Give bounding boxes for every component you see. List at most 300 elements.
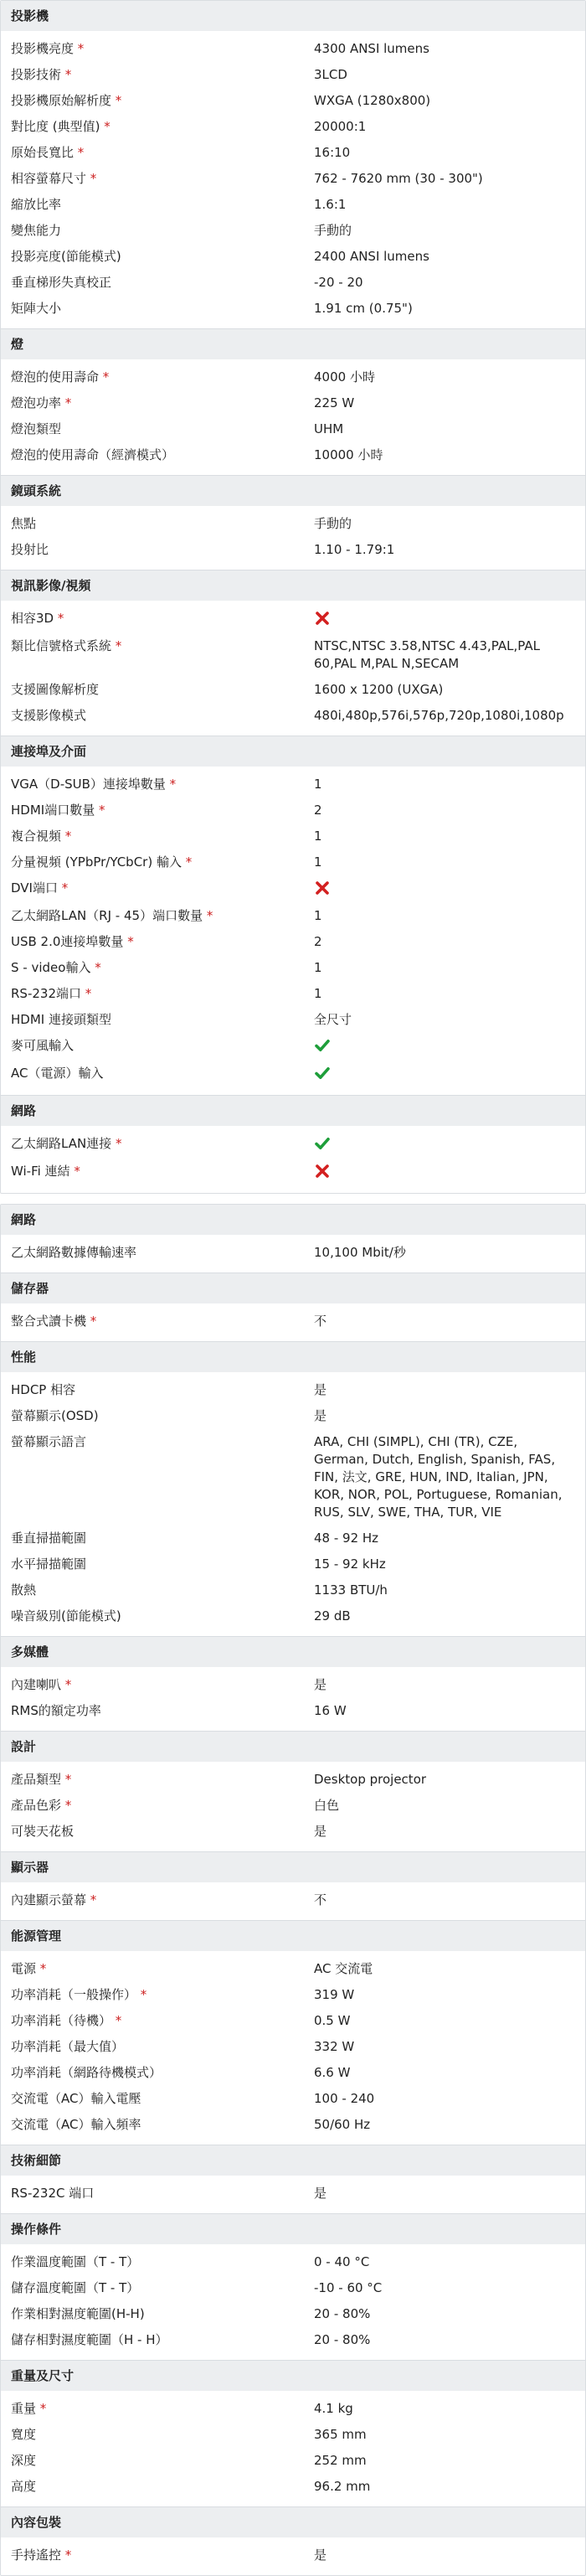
spec-label-text: 產品色彩 [11,1798,62,1813]
spec-section [1,1851,585,1920]
spec-label [11,1608,314,1625]
spec-row [1,1672,585,1698]
spec-label [11,2012,314,2030]
spec-row [1,2034,585,2060]
spec-row [1,1429,585,1525]
spec-value: 20 - 80% [314,2306,371,2321]
spec-value: 20000:1 [314,119,367,134]
spec-value: 不 [314,1314,327,1329]
spec-label-text: 深度 [11,2453,37,2468]
spec-label-text: 高度 [11,2479,37,2494]
spec-value: 762 - 7620 mm (30 - 300") [314,171,483,186]
spec-row [1,296,585,322]
spec-row [1,633,585,677]
spec-label-text: Wi-Fi 連結 [11,1164,70,1179]
spec-value: 0 - 40 °C [314,2254,370,2269]
required-asterisk: * [99,369,110,385]
spec-label [11,1037,314,1055]
spec-label [11,118,314,136]
spec-label-text: 縮放比率 [11,197,62,212]
spec-panel [0,0,586,1194]
spec-row [1,2474,585,2500]
spec-label-text: 內建喇叭 [11,1677,62,1692]
spec-value: 319 W [314,1987,355,2002]
spec-label-text: AC（電源）輸入 [11,1066,104,1081]
check-icon [314,1135,331,1152]
spec-label [11,2090,314,2108]
spec-label [11,1313,314,1330]
spec-label-text: 儲存溫度範圍（T - T） [11,2280,140,2295]
required-asterisk: * [69,1164,80,1179]
spec-label-text: 重量 [11,2401,37,2416]
spec-label [11,2331,314,2349]
spec-value: 是 [314,2186,327,2201]
spec-value: 1133 BTU/h [314,1582,388,1598]
spec-label [11,395,314,412]
required-asterisk: * [36,2401,47,2416]
spec-value: 1 [314,908,322,923]
spec-label [11,92,314,110]
section-title: 儲存器 [1,1273,585,1303]
spec-label-text: RS-232C 端口 [11,2186,95,2201]
spec-row [1,606,585,633]
spec-label [11,40,314,58]
required-asterisk: * [136,1987,147,2002]
spec-row [1,1887,585,1913]
spec-panel [0,1204,586,2576]
spec-label-text: 功率消耗（待機） [11,2013,112,2028]
spec-row [1,1956,585,1982]
section-title: 網路 [1,1205,585,1235]
spec-section [1,1341,585,1636]
spec-value [314,1037,575,1056]
spec-section [1,570,585,736]
spec-value: UHM [314,421,344,436]
spec-label-text: 投影機原始解析度 [11,93,112,108]
spec-row [1,166,585,192]
required-asterisk: * [74,145,85,160]
section-title: 內容包裝 [1,2506,585,2537]
spec-label [11,1797,314,1815]
spec-row [1,114,585,140]
spec-label [11,541,314,559]
spec-value [314,1065,575,1084]
spec-label-text: 散熱 [11,1582,37,1598]
cross-icon [314,610,331,627]
section-title: 多媒體 [1,1636,585,1667]
spec-value [314,1163,575,1182]
spec-row [1,2275,585,2301]
spec-row [1,218,585,244]
spec-rows [1,1882,585,1920]
spec-row [1,2249,585,2275]
spec-label-text: 作業溫度範圍（T - T） [11,2254,140,2269]
spec-value: ARA, CHI (SIMPL), CHI (TR), CZE, German, Dutch, English, Spanish, FAS, FIN, 法文, GRE, HUN, IND, Italian, JPN, KOR, NOR, POL, Portuguese, Romanian, RUS, SLV, SWE, THA, TUR, VIE [314,1434,563,1520]
section-title: 操作條件 [1,2213,585,2244]
spec-label-text: 寬度 [11,2427,37,2442]
spec-value: 100 - 240 [314,2091,375,2106]
spec-label-text: 支援影像模式 [11,708,87,723]
spec-value: 16 W [314,1703,347,1718]
section-title: 性能 [1,1341,585,1372]
spec-value: 1.6:1 [314,197,347,212]
spec-row [1,2008,585,2034]
spec-label [11,985,314,1003]
spec-row [1,1159,585,1186]
spec-row [1,1982,585,2008]
spec-value: 4.1 kg [314,2401,353,2416]
spec-label [11,880,314,897]
required-asterisk: * [203,908,213,923]
section-title: 視訊影像/視頻 [1,570,585,601]
spec-label [11,1892,314,1909]
section-title: 投影機 [1,1,585,31]
spec-label-text: 乙太網路數據傳輸速率 [11,1245,137,1260]
spec-section [1,2506,585,2575]
spec-label [11,2452,314,2470]
spec-label [11,1381,314,1399]
spec-rows [1,31,585,328]
spec-value: 全尺寸 [314,1012,352,1027]
required-asterisk: * [181,854,193,870]
spec-row [1,2396,585,2422]
spec-row [1,2542,585,2568]
spec-value: 48 - 92 Hz [314,1531,379,1546]
spec-row [1,1061,585,1088]
spec-row [1,703,585,729]
spec-label-text: 儲存相對濕度範圍（H - H） [11,2332,168,2347]
spec-value: 白色 [314,1798,340,1813]
spec-label [11,854,314,871]
spec-label-text: 對比度 (典型值) [11,119,100,134]
spec-label-text: 原始長寬比 [11,145,75,160]
spec-value: 4000 小時 [314,369,375,385]
spec-label-text: 功率消耗（最大值） [11,2039,125,2054]
spec-row [1,2448,585,2474]
spec-rows [1,1372,585,1636]
spec-row [1,244,585,270]
spec-label-text: 支援圖像解析度 [11,682,100,697]
spec-section [1,1095,585,1193]
spec-label-text: 相容3D [11,611,54,626]
spec-value: 是 [314,2548,327,2563]
spec-label [11,144,314,162]
spec-row [1,1007,585,1033]
spec-label-text: 功率消耗（網路待機模式） [11,2065,162,2080]
spec-row [1,2327,585,2353]
spec-rows [1,2244,585,2360]
spec-label-text: 燈泡功率 [11,395,62,410]
spec-label [11,681,314,699]
spec-section [1,475,585,570]
required-asterisk: * [111,638,122,653]
spec-label [11,1676,314,1694]
spec-value: Desktop projector [314,1772,427,1787]
spec-label [11,2038,314,2056]
spec-label [11,369,314,386]
spec-label [11,2253,314,2271]
spec-label-text: 螢幕顯示語言 [11,1434,87,1449]
spec-value: 225 W [314,395,355,410]
spec-row [1,929,585,955]
spec-label-text: 手持遙控 [11,2548,62,2563]
spec-label [11,1065,314,1082]
spec-value: 0.5 W [314,2013,351,2028]
spec-value: 1 [314,986,322,1001]
spec-row [1,1698,585,1724]
spec-value: 1 [314,777,322,792]
required-asterisk: * [61,67,72,82]
required-asterisk: * [81,986,92,1001]
spec-label-text: 相容螢幕尺寸 [11,171,87,186]
required-asterisk: * [123,934,134,949]
spec-value: 2400 ANSI lumens [314,249,429,264]
spec-value: 是 [314,1677,327,1692]
spec-label-text: HDMI端口數量 [11,803,95,818]
spec-label-text: DVI端口 [11,880,58,896]
spec-value: WXGA (1280x800) [314,93,431,108]
spec-value: 是 [314,1382,327,1397]
spec-label-text: 垂直掃描範圍 [11,1531,87,1546]
spec-label [11,1771,314,1789]
required-asterisk: * [61,2548,72,2563]
spec-label-text: 燈泡類型 [11,421,62,436]
spec-label-text: 產品類型 [11,1772,62,1787]
cross-icon [314,880,331,896]
required-asterisk: * [36,1961,47,1976]
spec-label [11,907,314,925]
spec-label [11,2478,314,2496]
spec-row [1,2086,585,2112]
spec-value: 6.6 W [314,2065,351,2080]
spec-label-text: 燈泡的使用壽命 [11,369,100,385]
section-title: 燈 [1,328,585,359]
required-asterisk: * [95,803,105,818]
spec-row [1,416,585,442]
spec-label [11,1702,314,1720]
spec-label-text: 整合式讀卡機 [11,1314,87,1329]
spec-value: NTSC,NTSC 3.58,NTSC 4.43,PAL,PAL 60,PAL M,PAL N,SECAM [314,638,540,671]
spec-label [11,1582,314,1599]
spec-rows [1,1235,585,1273]
spec-label-text: RMS的額定功率 [11,1703,101,1718]
spec-label [11,776,314,793]
spec-value: 29 dB [314,1608,351,1624]
spec-value: 365 mm [314,2427,367,2442]
spec-label-text: 內建顯示螢幕 [11,1892,87,1907]
spec-section [1,1205,585,1273]
spec-row [1,903,585,929]
required-asterisk: * [100,119,111,134]
spec-value [314,610,575,629]
required-asterisk: * [61,829,72,844]
spec-value: 10,100 Mbit/秒 [314,1245,406,1260]
required-asterisk: * [86,1892,97,1907]
spec-value: 手動的 [314,223,352,238]
spec-section [1,2213,585,2360]
spec-row [1,2181,585,2207]
spec-label [11,2305,314,2323]
spec-label [11,2400,314,2418]
spec-value: 不 [314,1892,327,1907]
spec-row [1,1577,585,1603]
spec-row [1,364,585,390]
spec-label [11,1244,314,1262]
spec-label-text: 變焦能力 [11,223,62,238]
spec-section [1,1636,585,1731]
spec-row [1,1603,585,1629]
spec-label [11,610,314,627]
spec-label-text: 垂直梯形失真校正 [11,275,112,290]
spec-rows [1,1303,585,1341]
spec-label [11,447,314,464]
spec-label-text: 類比信號格式系統 [11,638,112,653]
spec-value: 1 [314,960,322,975]
spec-label [11,1556,314,1573]
spec-label-text: 噪音級別(節能模式) [11,1608,121,1624]
section-title: 能源管理 [1,1920,585,1951]
spec-label [11,1163,314,1180]
spec-row [1,390,585,416]
spec-label [11,2426,314,2444]
spec-label-text: 螢幕顯示(OSD) [11,1408,99,1423]
spec-label-text: S - video輸入 [11,960,91,975]
spec-row [1,1793,585,1819]
spec-value: 252 mm [314,2453,367,2468]
spec-label [11,828,314,845]
spec-label [11,2185,314,2202]
spec-label-text: USB 2.0連接埠數量 [11,934,124,949]
spec-section [1,736,585,1095]
spec-row [1,1377,585,1403]
spec-value: 332 W [314,2039,355,2054]
spec-row [1,1033,585,1061]
spec-label [11,300,314,317]
spec-row [1,1403,585,1429]
section-title: 網路 [1,1095,585,1126]
section-title: 重量及尺寸 [1,2360,585,2391]
spec-value [314,880,575,899]
spec-value: 是 [314,1408,327,1423]
spec-value: AC 交流電 [314,1961,373,1976]
required-asterisk: * [111,2013,122,2028]
spec-label [11,66,314,84]
spec-value: 15 - 92 kHz [314,1556,386,1572]
spec-row [1,823,585,849]
spec-value: -10 - 60 °C [314,2280,383,2295]
spec-label-text: HDMI 連接頭類型 [11,1012,111,1027]
spec-label [11,707,314,725]
spec-rows [1,1951,585,2145]
spec-label-text: 電源 [11,1961,37,1976]
spec-rows [1,2537,585,2575]
spec-row [1,2112,585,2138]
spec-row [1,1551,585,1577]
spec-label [11,248,314,266]
spec-value [314,1135,575,1154]
spec-label-text: VGA（D-SUB）連接埠數量 [11,777,166,792]
spec-row [1,511,585,537]
spec-label-text: 乙太網路LAN連接 [11,1136,112,1151]
spec-value: 10000 小時 [314,447,383,462]
spec-rows [1,2391,585,2506]
required-asterisk: * [111,93,122,108]
spec-label-text: 投影技術 [11,67,62,82]
spec-label-text: 複合視頻 [11,829,62,844]
spec-label-text: 麥可風輸入 [11,1038,75,1053]
spec-label [11,2064,314,2082]
spec-label-text: 燈泡的使用壽命（經濟模式） [11,447,175,462]
spec-section [1,1273,585,1341]
spec-value: 1.91 cm (0.75") [314,301,413,316]
spec-rows [1,359,585,475]
spec-label [11,1823,314,1840]
spec-row [1,537,585,563]
spec-row [1,772,585,798]
spec-label-text: 交流電（AC）輸入電壓 [11,2091,141,2106]
spec-row [1,140,585,166]
spec-rows [1,767,585,1095]
spec-label-text: HDCP 相容 [11,1382,76,1397]
spec-row [1,2301,585,2327]
required-asterisk: * [57,880,69,896]
spec-label-text: 分量視頻 (YPbPr/YCbCr) 輸入 [11,854,182,870]
spec-rows [1,601,585,736]
spec-value: 1 [314,854,322,870]
spec-row [1,1309,585,1334]
spec-label [11,515,314,533]
spec-row [1,62,585,88]
spec-label [11,1986,314,2004]
check-icon [314,1065,331,1082]
spec-value: 手動的 [314,516,352,531]
spec-label [11,170,314,188]
required-asterisk: * [61,1772,72,1787]
spec-label-text: 投射比 [11,542,49,557]
spec-row [1,875,585,903]
spec-value: -20 - 20 [314,275,363,290]
spec-label-text: 作業相對濕度範圍(H-H) [11,2306,145,2321]
spec-label-text: 焦點 [11,516,37,531]
spec-row [1,88,585,114]
spec-row [1,798,585,823]
spec-label [11,2279,314,2297]
spec-section [1,1,585,328]
required-asterisk: * [111,1136,122,1151]
spec-label [11,222,314,240]
spec-label [11,933,314,951]
spec-label-text: 交流電（AC）輸入頻率 [11,2117,141,2132]
spec-row [1,2060,585,2086]
required-asterisk: * [86,171,97,186]
spec-label [11,1960,314,1978]
spec-label [11,421,314,438]
spec-label [11,196,314,214]
spec-value: 4300 ANSI lumens [314,41,429,56]
required-asterisk: * [61,1677,72,1692]
spec-label [11,1407,314,1425]
spec-value: 2 [314,803,322,818]
spec-label-text: 可裝天花板 [11,1824,75,1839]
spec-row [1,849,585,875]
required-asterisk: * [165,777,177,792]
spec-row [1,1240,585,1266]
spec-section [1,2145,585,2213]
spec-value: 1.10 - 1.79:1 [314,542,395,557]
spec-value: 480i,480p,576i,576p,720p,1080i,1080p [314,708,564,723]
spec-section [1,2360,585,2506]
spec-rows [1,1667,585,1731]
